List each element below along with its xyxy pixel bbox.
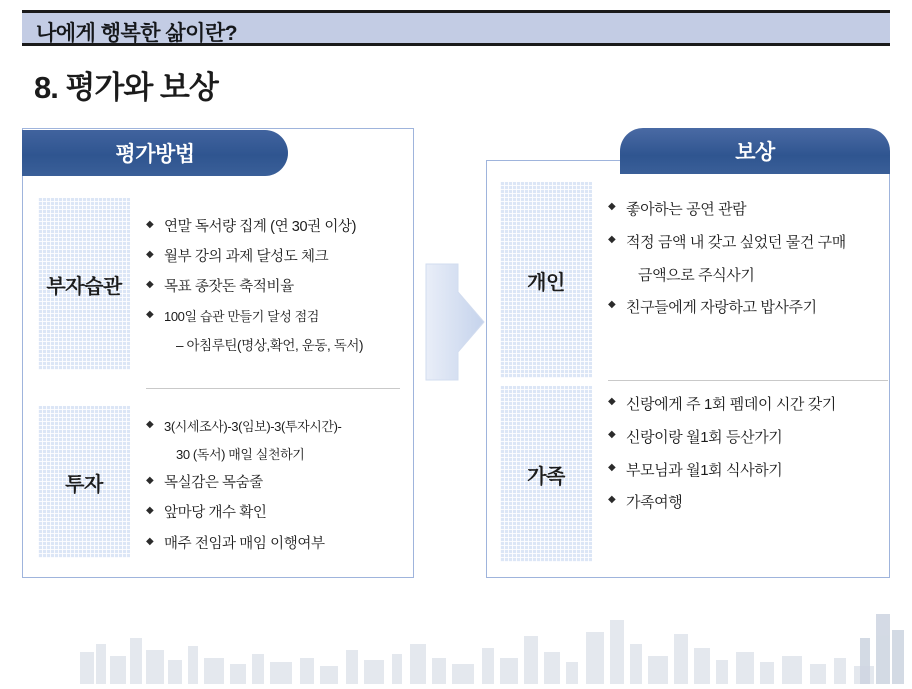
list-item: ◆ 좋아하는 공연 관람 bbox=[608, 200, 890, 220]
list-item: ◆ 부모님과 월1회 식사하기 bbox=[608, 461, 890, 481]
list-item: ◆ 100일 습관 만들기 달성 점검 bbox=[146, 308, 404, 325]
list-item: ◆ 3(시세조사)-3(임보)-3(투자시간)- bbox=[146, 418, 404, 435]
list-item: ◆ 연말 독서량 집계 (연 30권 이상) bbox=[146, 218, 404, 237]
evaluation-panel-header: 평가방법 bbox=[22, 130, 288, 176]
right-arrow-icon bbox=[424, 258, 486, 386]
category-label-investment: 투자 bbox=[38, 406, 130, 558]
list-item: ◆ 친구들에게 자랑하고 밥사주기 bbox=[608, 298, 890, 318]
list-item-sub: – 아침루틴(명상,확언, 운동, 독서) bbox=[176, 337, 364, 353]
rich-habits-bullet-list bbox=[146, 218, 404, 365]
list-item: ◆ 신랑에게 주 1회 펨데이 시간 갖기 bbox=[608, 395, 890, 415]
list-item: ◆ 목실감은 목숨줄 bbox=[146, 474, 404, 493]
list-item: ◆ 앞마당 개수 확인 bbox=[146, 504, 404, 523]
category-label-family: 가족 bbox=[500, 386, 592, 562]
list-item-sub: 30 (독서) 매일 실천하기 bbox=[176, 447, 305, 463]
list-item: ◆ 목표 종잣돈 축적비율 bbox=[146, 278, 404, 297]
left-panel-divider bbox=[146, 388, 400, 389]
city-skyline-decoration bbox=[0, 574, 912, 684]
personal-reward-bullet-list bbox=[608, 200, 890, 331]
list-item: ◆ 가족여행 bbox=[608, 493, 890, 513]
investment-bullet-list bbox=[146, 418, 404, 565]
list-item: ◆ 신랑이랑 월1회 등산가기 bbox=[608, 428, 890, 448]
right-panel-divider bbox=[608, 380, 888, 381]
list-item-sub: 금액으로 주식사기 bbox=[638, 266, 755, 284]
list-item: ◆ 적정 금액 내 갖고 싶었던 물건 구매 bbox=[608, 233, 890, 253]
header-band bbox=[22, 10, 890, 46]
reward-panel-header: 보상 bbox=[620, 128, 890, 174]
category-label-personal: 개인 bbox=[500, 182, 592, 378]
list-item: ◆ 월부 강의 과제 달성도 체크 bbox=[146, 248, 404, 267]
page-title: 8. 평가와 보상 bbox=[34, 70, 218, 105]
list-item: ◆ 매주 전임과 매임 이행여부 bbox=[146, 535, 404, 554]
category-label-rich-habits: 부자습관 bbox=[38, 198, 130, 370]
family-reward-bullet-list bbox=[608, 395, 890, 526]
header-title: 나에게 행복한 삶이란? bbox=[36, 22, 238, 45]
